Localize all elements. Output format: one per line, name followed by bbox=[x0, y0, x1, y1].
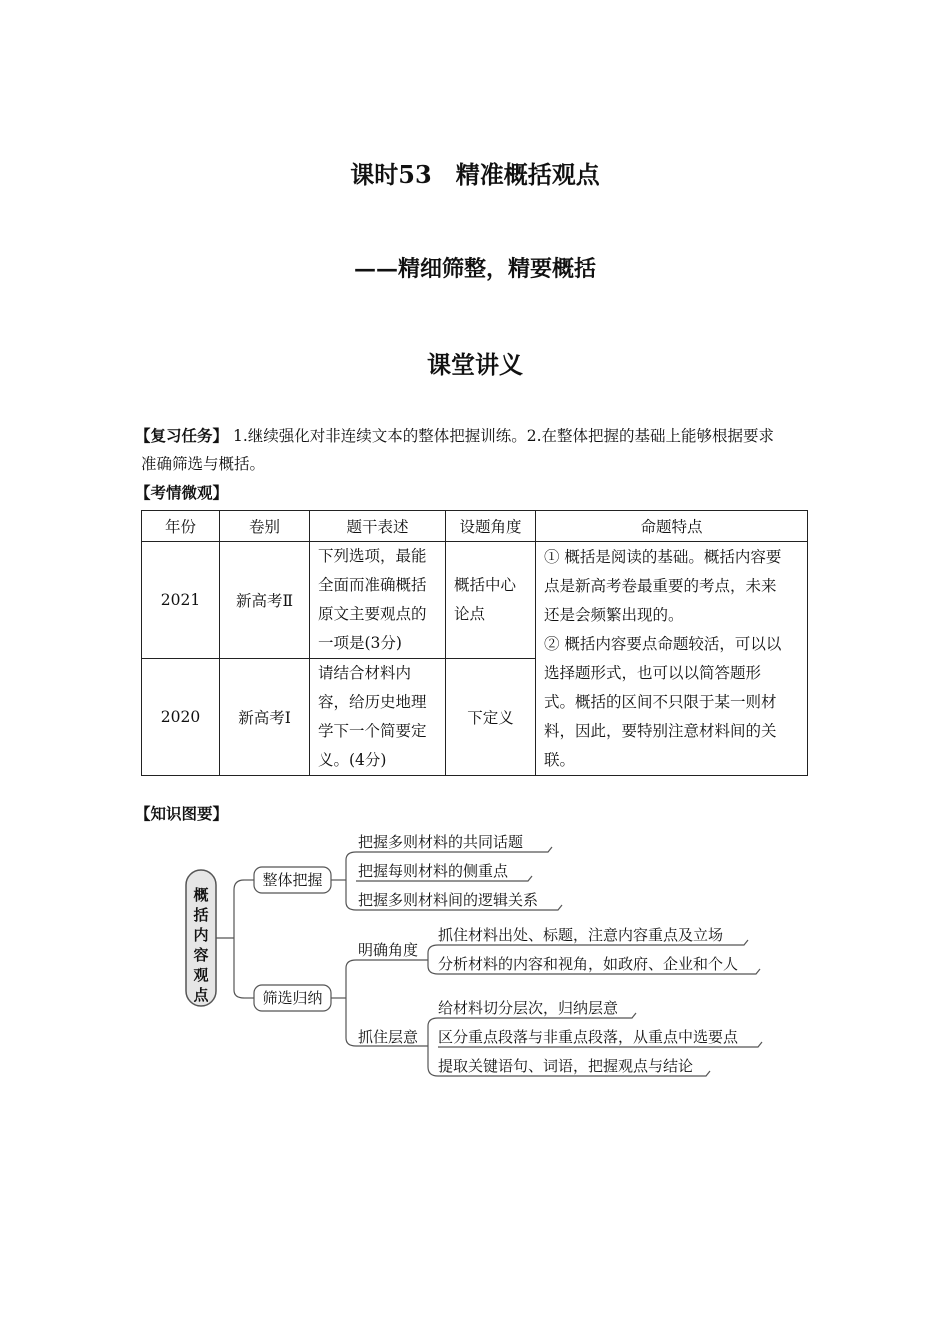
mindmap-root-char: 括 bbox=[193, 906, 209, 924]
cell-features bbox=[536, 542, 808, 776]
review-task-line2: 准确筛选与概括。 bbox=[141, 455, 266, 473]
cell-volume: 新高考Ⅰ bbox=[220, 659, 310, 776]
review-task-line1: 1.继续强化对非连续文本的整体把握训练。2.在整体把握的基础上能够根据要求 bbox=[232, 427, 775, 445]
header-angle: 设题角度 bbox=[446, 511, 536, 542]
mindmap-sub-angle: 明确角度 bbox=[358, 941, 419, 959]
mindmap-root-char: 容 bbox=[193, 946, 209, 964]
review-task bbox=[135, 422, 825, 478]
feature-line: 点是新高考卷最重要的考点，未来 bbox=[544, 576, 777, 595]
cell-year: 2020 bbox=[142, 659, 220, 776]
cell-line: 论点 bbox=[454, 605, 486, 623]
table-header-row bbox=[142, 511, 808, 542]
feature-line: ② 概括内容要点命题较活，可以以 bbox=[544, 634, 782, 653]
mindmap-leaf: 分析材料的内容和视角，如政府、企业和个人 bbox=[438, 955, 739, 973]
mindmap-leaf: 抓住材料出处、标题，注意内容重点及立场 bbox=[438, 926, 724, 944]
mindmap-branch-overall: 整体把握 bbox=[262, 871, 323, 889]
cell-line: 下列选项，最能 bbox=[318, 547, 427, 565]
feature-line: 式。概括的区间不只限于某一则材 bbox=[544, 692, 777, 711]
cell-line: 一项是(3分) bbox=[318, 634, 402, 652]
table-row bbox=[142, 542, 808, 659]
mindmap-root-char: 内 bbox=[193, 926, 209, 944]
header-question: 题干表述 bbox=[310, 511, 446, 542]
mindmap-leaf: 把握每则材料的侧重点 bbox=[358, 862, 509, 880]
cell-line: 概括中心 bbox=[454, 576, 517, 594]
mindmap-branch-filter: 筛选归纳 bbox=[262, 989, 323, 1007]
cell-question bbox=[310, 542, 446, 659]
mindmap-leaf: 提取关键语句、词语，把握观点与结论 bbox=[438, 1057, 694, 1075]
mindmap-leaf: 区分重点段落与非重点段落，从重点中选要点 bbox=[438, 1028, 739, 1046]
cell-year: 2021 bbox=[142, 542, 220, 659]
review-task-tag: 【复习任务】 bbox=[135, 426, 229, 445]
cell-line: 请结合材料内 bbox=[318, 664, 412, 682]
cell-question bbox=[310, 659, 446, 776]
section-title: 课堂讲义 bbox=[427, 350, 523, 379]
cell-line: 全面而准确概括 bbox=[318, 576, 427, 594]
knowledge-map-label: 【知识图要】 bbox=[135, 804, 229, 823]
mindmap-leaf: 把握多则材料的共同话题 bbox=[358, 833, 524, 851]
cell-volume: 新高考Ⅱ bbox=[220, 542, 310, 659]
mindmap-sub-layer: 抓住层意 bbox=[358, 1028, 419, 1046]
knowledge-mindmap bbox=[0, 820, 950, 1090]
mindmap-leaf: 给材料切分层次，归纳层意 bbox=[438, 999, 619, 1017]
cell-line: 原文主要观点的 bbox=[318, 605, 427, 623]
feature-line: 选择题形式，也可以以简答题形 bbox=[544, 663, 762, 682]
cell-line: 容，给历史地理 bbox=[318, 693, 427, 711]
situation-label: 【考情微观】 bbox=[135, 483, 229, 502]
header-year: 年份 bbox=[142, 511, 220, 542]
cell-line: 义。(4分) bbox=[318, 751, 387, 769]
cell-angle bbox=[446, 542, 536, 659]
cell-line: 学下一个简要定 bbox=[318, 722, 427, 740]
feature-line: 联。 bbox=[544, 750, 576, 769]
mindmap-leaf: 把握多则材料间的逻辑关系 bbox=[358, 891, 539, 909]
header-volume: 卷别 bbox=[220, 511, 310, 542]
mindmap-root-char: 观 bbox=[193, 966, 209, 984]
header-features: 命题特点 bbox=[536, 511, 808, 542]
page-subtitle: ——精细筛整，精要概括 bbox=[353, 256, 596, 282]
feature-line: 料，因此，要特别注意材料间的关 bbox=[544, 721, 777, 740]
mindmap-root-char: 点 bbox=[193, 986, 209, 1004]
exam-situation-table bbox=[141, 510, 808, 776]
mindmap-root-char: 概 bbox=[193, 886, 209, 904]
feature-line: 还是会频繁出现的。 bbox=[544, 605, 684, 624]
page-title: 课时53 精准概括观点 bbox=[350, 160, 600, 189]
feature-line: ① 概括是阅读的基础。概括内容要 bbox=[544, 547, 782, 566]
cell-angle: 下定义 bbox=[446, 659, 536, 776]
